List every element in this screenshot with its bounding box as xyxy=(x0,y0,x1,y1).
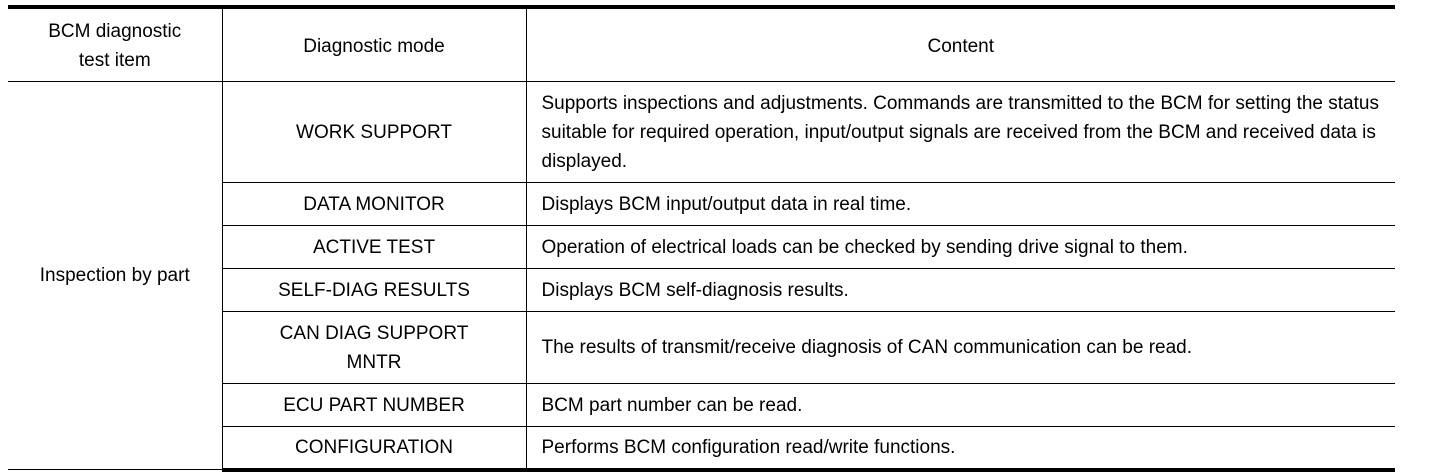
table-row xyxy=(8,82,1395,183)
content-cell: Displays BCM input/output data in real time. xyxy=(526,183,1395,226)
diagnostic-mode-cell xyxy=(222,226,526,269)
header-content: Content xyxy=(526,7,1395,82)
diagnostic-mode-label: DATA MONITOR xyxy=(303,193,445,215)
diagnostic-mode-label: ACTIVE TEST xyxy=(312,236,436,258)
content-cell: Supports inspections and adjustments. Commands are transmitted to the BCM for setting the status suitable for required operation, input/output signals are received from the BCM and received data is displayed. xyxy=(526,82,1395,183)
diagnostic-mode-label: CAN DIAG SUPPORT xyxy=(279,322,469,344)
content-cell: BCM part number can be read. xyxy=(526,384,1395,427)
diagnostic-mode-label: WORK SUPPORT xyxy=(296,121,452,143)
diagnostic-mode-cell xyxy=(222,312,526,384)
diagnostic-mode-cell xyxy=(222,384,526,427)
bcm-diagnostic-table xyxy=(8,5,1395,472)
diagnostic-mode-label: SELF-DIAG RESULTS xyxy=(278,279,470,301)
content-cell: Performs BCM configuration read/write functions. xyxy=(526,427,1395,470)
diagnostic-mode-cell xyxy=(222,82,526,183)
header-test-item-line: BCM diagnostic xyxy=(48,21,182,42)
diagnostic-mode-cell xyxy=(222,427,526,470)
content-cell: The results of transmit/receive diagnosis of CAN communication can be read. xyxy=(526,312,1395,384)
header-test-item xyxy=(8,7,222,82)
table-header-row xyxy=(8,7,1395,82)
content-cell: Operation of electrical loads can be checked by sending drive signal to them. xyxy=(526,226,1395,269)
group-label-inspection-by-part: Inspection by part xyxy=(8,82,222,470)
header-diagnostic-mode: Diagnostic mode xyxy=(222,7,526,82)
diagnostic-mode-cell xyxy=(222,183,526,226)
header-test-item-line: test item xyxy=(78,50,151,71)
diagnostic-mode-cell xyxy=(222,269,526,312)
diagnostic-mode-label: ECU PART NUMBER xyxy=(283,394,465,416)
content-cell: Displays BCM self-diagnosis results. xyxy=(526,269,1395,312)
diagnostic-mode-label: MNTR xyxy=(346,351,402,373)
diagnostic-mode-label: CONFIGURATION xyxy=(295,436,453,458)
